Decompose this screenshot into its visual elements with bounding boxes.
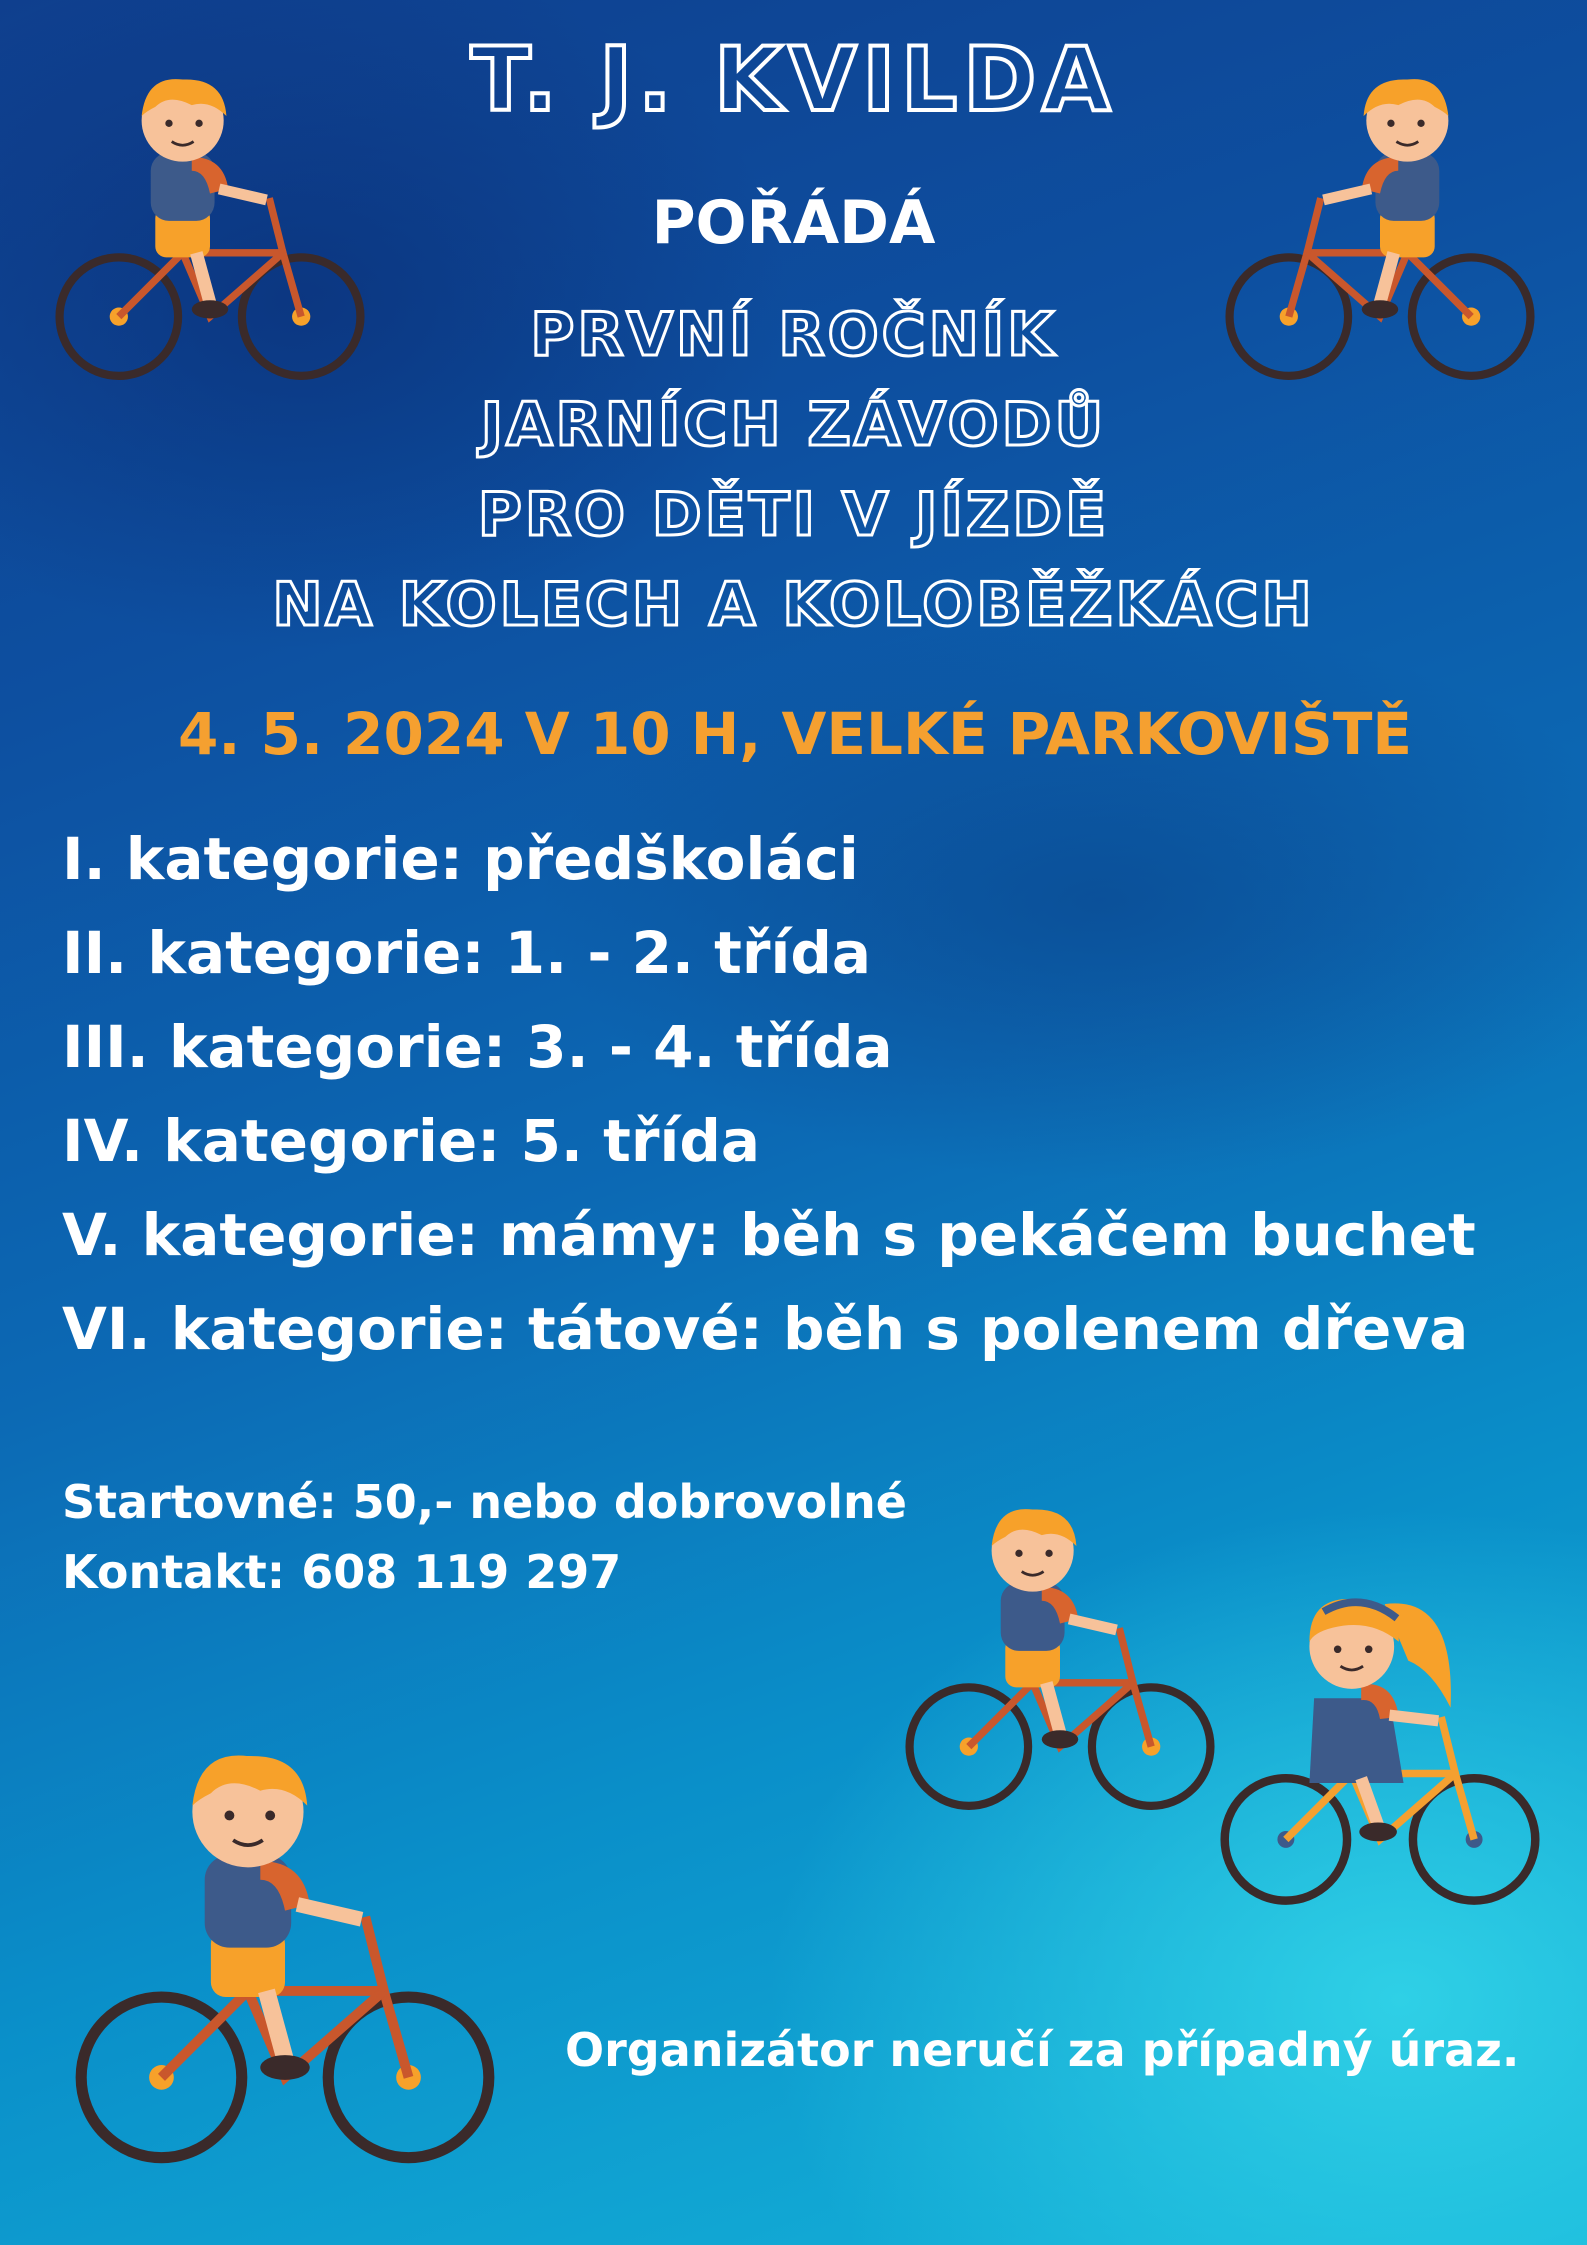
event-date-place: 4. 5. 2024 V 10 H, VELKÉ PARKOVIŠTĚ — [178, 700, 1413, 768]
subtitle-line-1: PRVNÍ ROČNÍK — [530, 300, 1057, 370]
contact-phone: Kontakt: 608 119 297 — [62, 1545, 622, 1599]
category-item: VI. kategorie: tátové: běh s polenem dřeva — [62, 1295, 1469, 1363]
disclaimer: Organizátor neručí za případný úraz. — [565, 2023, 1520, 2077]
organizes-label: POŘÁDÁ — [651, 188, 936, 258]
subtitle-line-3: PRO DĚTI V JÍZDĚ — [477, 480, 1110, 550]
entry-fee: Startovné: 50,- nebo dobrovolné — [62, 1475, 907, 1529]
boy-on-bike-icon — [75, 1730, 495, 2190]
category-item: IV. kategorie: 5. třída — [62, 1107, 761, 1175]
girl-on-bike-icon — [1220, 1570, 1540, 1930]
category-item: II. kategorie: 1. - 2. třída — [62, 919, 872, 987]
club-title: T. J. KVILDA — [470, 28, 1117, 131]
subtitle-line-4: NA KOLECH A KOLOBĚŽKÁCH — [272, 570, 1315, 640]
category-list — [62, 812, 1476, 1376]
boy-on-bike-icon — [905, 1480, 1215, 1840]
category-item: I. kategorie: předškoláci — [62, 825, 859, 893]
category-item: III. kategorie: 3. - 4. třída — [62, 1013, 893, 1081]
category-item: V. kategorie: mámy: běh s pekáčem buchet — [62, 1201, 1476, 1269]
subtitle-line-2: JARNÍCH ZÁVODŮ — [480, 390, 1107, 460]
